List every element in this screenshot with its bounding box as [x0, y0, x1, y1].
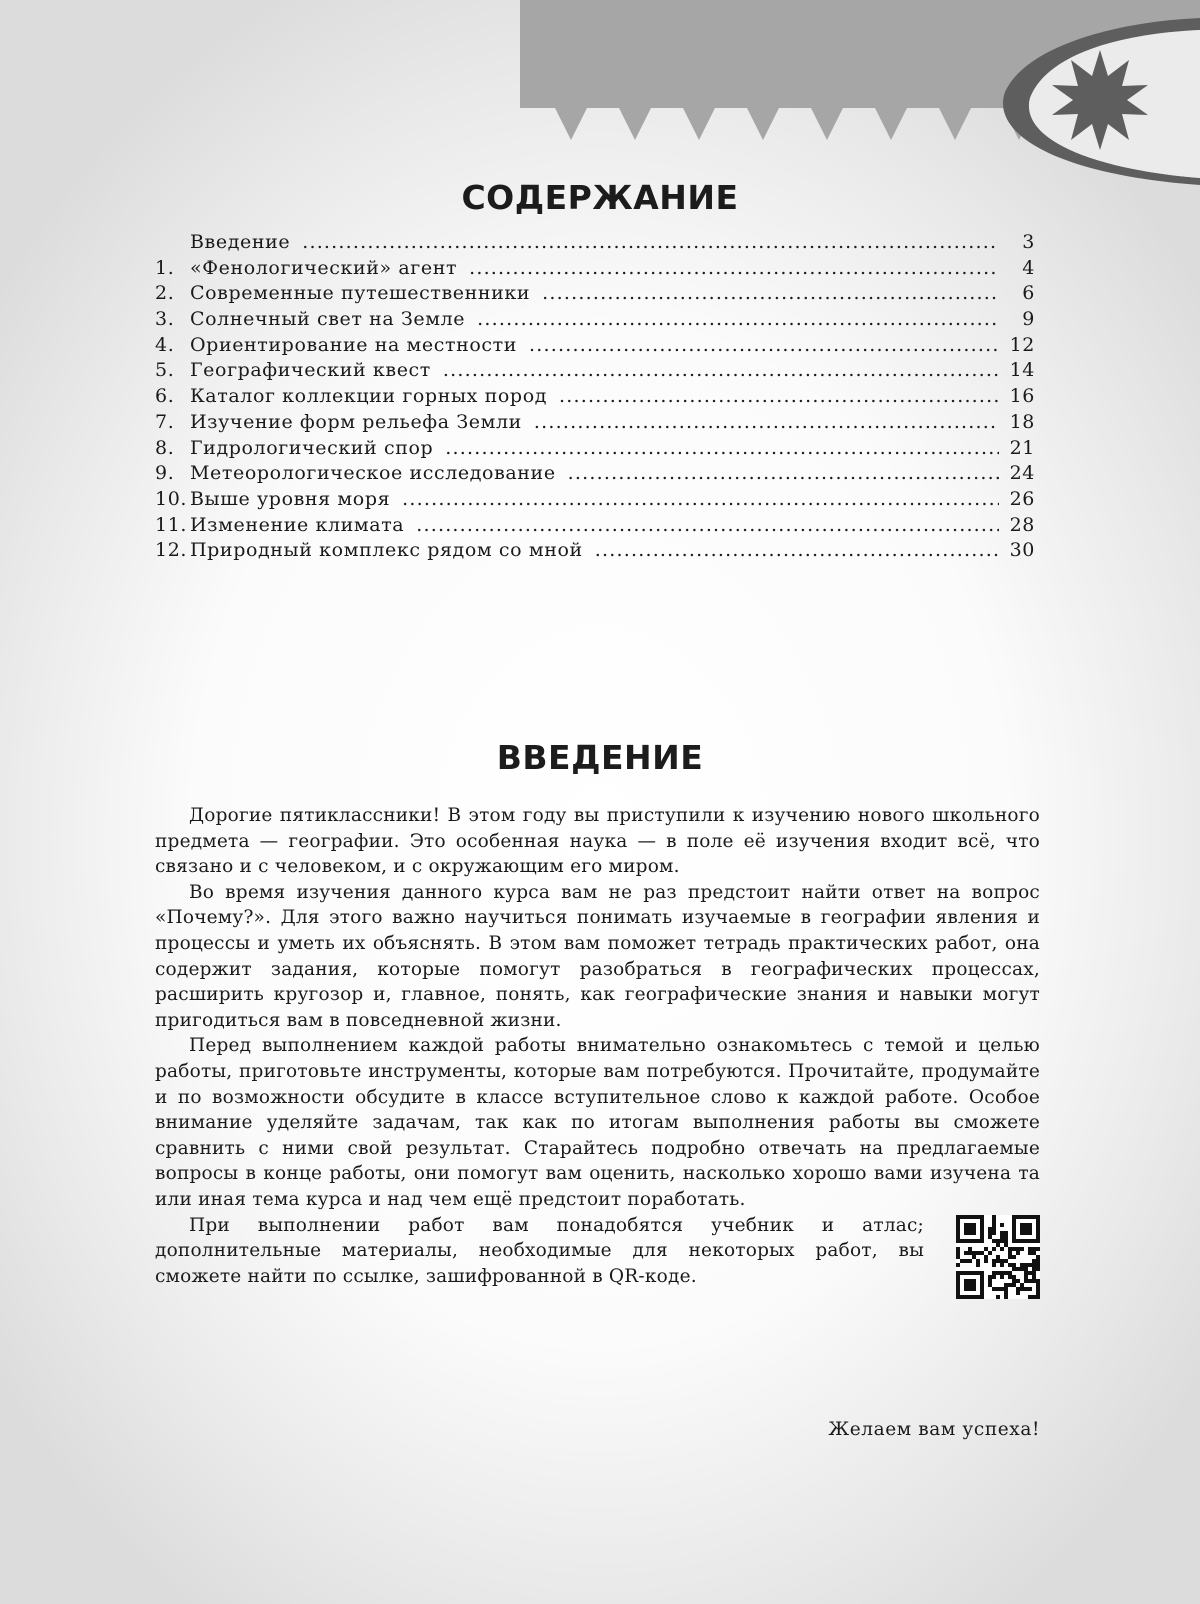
qr-code-icon[interactable]: [956, 1215, 1040, 1299]
toc-label: Географический квест: [190, 359, 431, 382]
toc-number: 2.: [155, 282, 175, 305]
toc-page-number: 21: [1009, 436, 1035, 459]
toc-leader-dots: [529, 333, 999, 359]
intro-paragraph: Во время изучения данного курса вам не раз предстоит найти ответ на вопрос «Почему?». Для этого важно научиться понимать изучаемые в географии явления и процессы и уметь их объяснять. В этом вам поможет тетрадь практических работ, она содержит задания, которые помогут разобраться в географических процессах, расширить кругозор и, главное, понять, как географические знания и навыки могут пригодиться вам в повседневной жизни.: [155, 881, 1040, 1031]
toc-leader-dots: [595, 538, 999, 564]
toc-label: Введение: [190, 231, 291, 253]
toc-page-number: 3: [1022, 231, 1035, 253]
toc-row[interactable]: [155, 307, 1035, 333]
toc-leader-dots: [469, 256, 999, 282]
toc-number: 8.: [155, 436, 175, 459]
toc-page-number: 12: [1009, 333, 1035, 356]
toc-row[interactable]: [155, 487, 1035, 513]
toc-leader-dots: [445, 436, 999, 462]
toc-leader-dots: [477, 307, 999, 333]
toc-label: Выше уровня моря: [190, 487, 391, 510]
toc-row[interactable]: [155, 281, 1035, 307]
toc-number: 3.: [155, 308, 175, 331]
toc-row[interactable]: [155, 461, 1035, 487]
toc-number: 1.: [155, 256, 175, 279]
toc-leader-dots: [443, 358, 999, 384]
toc-label: Метеорологическое исследование: [190, 462, 556, 485]
toc-number: 4.: [155, 333, 175, 356]
toc-label: Солнечный свет на Земле: [190, 308, 466, 331]
toc-row[interactable]: [155, 256, 1035, 282]
header-decoration: [0, 0, 1200, 200]
toc-label: Изучение форм рельефа Земли: [190, 410, 522, 433]
closing-wish: Желаем вам успеха!: [828, 1419, 1040, 1440]
toc-number: 12.: [155, 539, 188, 562]
qr-paragraph-block: [155, 1213, 1040, 1299]
toc-number: 10.: [155, 487, 188, 510]
toc-leader-dots: [402, 487, 999, 513]
toc-number: 11.: [155, 513, 188, 536]
toc-page-number: 30: [1009, 539, 1035, 562]
toc-page-number: 9: [1022, 308, 1035, 331]
intro-paragraph: Дорогие пятиклассники! В этом году вы приступили к изучению нового школьного предмета — географии. Это особенная наука — в поле её изучения входит всё, что связано и с человеком, и с окружающим его миром.: [155, 805, 1040, 878]
toc-number: 5.: [155, 359, 175, 382]
toc-page-number: 24: [1009, 462, 1035, 485]
toc-row[interactable]: [155, 230, 1035, 256]
toc-page-number: 14: [1009, 359, 1035, 382]
toc-row[interactable]: [155, 538, 1035, 564]
toc-row[interactable]: [155, 384, 1035, 410]
toc-leader-dots: [302, 230, 999, 256]
toc-leader-dots: [534, 410, 999, 436]
toc-leader-dots: [542, 281, 999, 307]
table-of-contents: [155, 230, 1035, 564]
toc-number: 9.: [155, 462, 175, 485]
toc-label: «Фенологический» агент: [190, 256, 458, 279]
intro-body: [155, 803, 1040, 1299]
toc-label: Современные путешественники: [190, 282, 531, 305]
toc-leader-dots: [559, 384, 999, 410]
toc-number: 7.: [155, 410, 175, 433]
toc-row[interactable]: [155, 410, 1035, 436]
toc-row[interactable]: [155, 358, 1035, 384]
toc-page-number: 16: [1009, 385, 1035, 408]
toc-leader-dots: [416, 513, 999, 539]
toc-page-number: 26: [1009, 487, 1035, 510]
intro-title: ВВЕДЕНИЕ: [496, 738, 704, 777]
toc-title: СОДЕРЖАНИЕ: [461, 178, 739, 217]
toc-label: Каталог коллекции горных пород: [190, 385, 548, 408]
toc-row[interactable]: [155, 513, 1035, 539]
toc-number: 6.: [155, 385, 175, 408]
toc-label: Ориентирование на местности: [190, 333, 518, 356]
toc-label: Изменение климата: [190, 513, 405, 536]
toc-page-number: 28: [1009, 513, 1035, 536]
toc-label: Гидрологический спор: [190, 436, 434, 459]
toc-row[interactable]: [155, 436, 1035, 462]
toc-row[interactable]: [155, 333, 1035, 359]
toc-page-number: 4: [1022, 256, 1035, 279]
intro-paragraph: Перед выполнением каждой работы внимательно ознакомьтесь с темой и целью работы, приготовьте инструменты, которые вам потребуются. Прочитайте, продумайте и по возможности обсудите в классе вступительное слово к каждой работе. Особое внимание уделяйте задачам, так как по итогам выполнения работы вы сможете сравнить с ними свой результат. Старайтесь подробно отвечать на предлагаемые вопросы в конце работы, они помогут вам оценить, насколько хорошо вами изучена та или иная тема курса и над чем ещё предстоит поработать.: [155, 1035, 1040, 1210]
toc-leader-dots: [568, 461, 999, 487]
toc-label: Природный комплекс рядом со мной: [190, 539, 583, 562]
toc-page-number: 6: [1022, 282, 1035, 305]
intro-paragraph: При выполнении работ вам понадобятся учебник и атлас; дополнительные материалы, необходимые для некоторых работ, вы сможете найти по ссылке, зашифрованной в QR-коде.: [155, 1214, 924, 1287]
toc-page-number: 18: [1009, 410, 1035, 433]
